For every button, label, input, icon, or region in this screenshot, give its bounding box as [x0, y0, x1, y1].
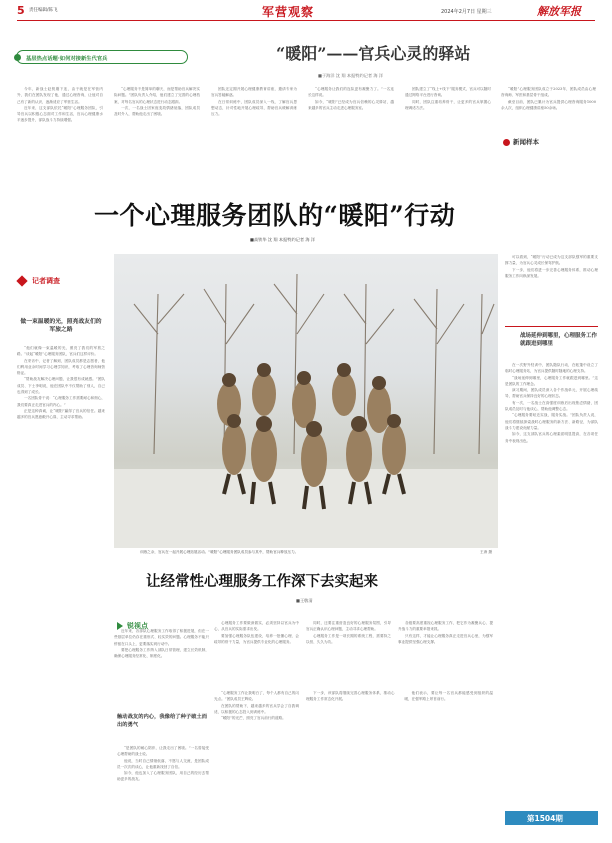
page-number: 5: [17, 4, 25, 17]
paragraph: 一名团队骨干说：“心理服务工作需要耐心和细心，我们要真正走进官兵的内心。”: [17, 396, 105, 407]
paragraph: 演习期间，团队成员深入各个作战单元，开展心理疏导，帮助官兵保持良好的心理状态。: [505, 388, 598, 399]
sidebar-rule: [505, 326, 598, 327]
paragraph: 同时，还要注重营造良好的心理服务氛围，引导官兵正确认识心理问题，主动寻求心理帮助。: [306, 621, 391, 632]
paragraph: 心理服务工作要做深做实，必须坚持以官兵为中心，从官兵的实际需求出发。: [214, 621, 299, 632]
paragraph: 下一步，该部队将继续完善心理服务体系，推动心理服务工作常态化开展。: [306, 691, 395, 702]
article1-title: “暖阳”——官兵心灵的驿站: [276, 44, 471, 63]
banner-dot: [14, 54, 21, 61]
date: 2024年2月7日 星期三: [441, 9, 492, 15]
article1-col-b: [114, 86, 200, 164]
paragraph: 要把心理服务工作纳入部队日常管理，建立长效机制，确保心理服务经常化、制度化。: [114, 647, 209, 659]
paragraph: “暖阳”心理服务团队成立于2023年，团队成员由心理咨询师、军医和基层骨干组成。: [501, 87, 596, 98]
paragraph: 在团队的帮助下，越来越多的官兵学会了自我调适，以积极的心态投入到训练中。: [214, 703, 299, 714]
paragraph: 要加强心理服务队伍建设，培养一批懂心理、会疏导的骨干力量，为官兵提供专业化的心理服务。: [214, 633, 299, 644]
sharp-view-title: 锐视点: [127, 622, 148, 630]
reporter-note-text: [17, 345, 105, 683]
bottom-col-c: [306, 620, 391, 680]
header-rule: [17, 20, 595, 21]
paragraph: 一次，一名战士因家庭变故情绪低落，团队成员及时介入，帮助他走出了困境。: [114, 105, 200, 117]
bottom-sub-text: [117, 745, 209, 833]
paragraph: “心理服务要贴近实战，服务实战。”团队负责人说，他们将继续探索战时心理服务的新方法、新路径，为部队战斗力建设贡献力量。: [505, 413, 598, 430]
paragraph: 近年来，这支部队依托“暖阳”心理服务团队，引导官兵以积极心态面对工作和生活，官兵心理健康水平逐步提升，部队战斗力持续增强。: [17, 105, 103, 123]
reporter-note-subtitle: 做一束温暖的光，照亮战友们的军旅之路: [20, 319, 102, 333]
masthead: 解放军报: [537, 5, 581, 18]
paragraph: “心理服务不是简单的聊天，而是帮助官兵解决实际问题。”团队负责人介绍，他们建立了完善的心理档案，对每名官兵的心理状态进行动态跟踪。: [114, 87, 200, 104]
main-photo: [114, 254, 498, 548]
paragraph: 在一次野外驻训中，团队随队行动，在帐篷中设立了临时心理服务站，为官兵提供随时随地的心理支持。: [505, 363, 598, 374]
bottom-col-d: [398, 620, 493, 680]
banner-text: 基层热点话题·如何对接新生代官兵: [26, 56, 108, 62]
article1-col-a: [17, 86, 103, 164]
paragraph: 心理服务工作是一项长期的系统工程，需要持之以恒、久久为功。: [306, 633, 391, 644]
paragraph: “帮助战友解决心理问题，让我很有成就感。”团队成员、下士李明说，他在团队中不仅帮助了别人，自己也得到了成长。: [17, 377, 105, 395]
reporter-note-title: 记者调查: [32, 277, 60, 285]
paragraph: 可以看到，“暖阳”行动已成为这支部队强军的重要支撑力量，为官兵心灵成长保驾护航。: [505, 255, 598, 266]
article1-col-d: [308, 86, 394, 164]
paragraph: 如今，这支部队官兵的心理素质明显提高，在各项任务中表现出色。: [505, 432, 598, 443]
paragraph: “战场延伸到哪里，心理服务工作就跟进到哪里。”这是团队的工作理念。: [505, 375, 598, 386]
article1-col-e: [405, 86, 491, 164]
article1-byline: ■于海洋 沈 翔 本报特约记者 海 洋: [318, 73, 384, 78]
bottom-col-a: [114, 628, 209, 673]
sidebar-text: [505, 362, 598, 714]
topic-banner: [16, 50, 188, 64]
paragraph: “他们就像一束温暖的光，照亮了我们的军旅之路。”谈起“暖阳”心理服务团队，官兵们这样评价。: [17, 346, 105, 357]
paragraph: 在采访中，记者了解到，团队成员都是志愿者，他们利用业余时间学习心理学知识，考取了心理咨询师资格证。: [17, 358, 105, 376]
article1-col-c: [211, 86, 297, 164]
main-headline: 一个心理服务团队的“暖阳”行动: [94, 201, 456, 230]
paragraph: 他说，当时自己情绪低落，不愿与人交流，是团队成员一次次的谈心，让他重新找回了自信。: [117, 758, 209, 769]
sidebar-intro: [505, 254, 598, 320]
paragraph: 各级要高度重视心理服务工作，把它作为凝聚兵心、提升战斗力的重要举措来抓。: [398, 621, 493, 632]
sidebar-title: 战场延伸到哪里，心理服务工作就跟进到哪里: [520, 333, 598, 347]
bottom-sub-title: 触动战友的内心，我像给了种子破土而出的勇气: [117, 714, 208, 728]
issue-badge: [505, 811, 598, 825]
bottom-col-b: [214, 620, 299, 680]
paragraph: 他们表示，要让每一名官兵都能感受到组织的温暖，在强军路上昂首前行。: [404, 691, 493, 702]
paragraph: 在日常训练中，团队成员深入一线，了解官兵思想动态，针对性地开展心理疏导，帮助官兵缓解训练压力。: [211, 99, 297, 117]
bottom-article-byline: ■王敬清: [296, 598, 313, 603]
bottom-col-f: [214, 690, 299, 833]
label-icon: [16, 275, 27, 286]
paragraph: 近年来，各部队心理服务工作取得了积极进展，但在一些基层单位仍存在重形式、轻实效的问题。心理服务不能只停留在口头上，更要落实到行动中。: [114, 629, 209, 646]
paragraph: “心理服务让我们的连队更有凝聚力了。”一名连长这样说。: [308, 87, 394, 98]
photo-scene: [114, 254, 498, 548]
paragraph: 截至目前，团队已累计为官兵提供心理咨询服务1000余人次，组织心理健康讲座50余场。: [501, 99, 596, 110]
photo-caption: 训练之余，官兵在一起开展心理拓展活动。“暖阳”心理服务团队成员参与其中，帮助官兵释放压力。: [140, 550, 299, 554]
paragraph: “心理服务工作让我明白了，每个人都有自己的闪光点。”团队成员王辉说。: [214, 691, 299, 702]
paragraph: 正是这种真诚，让“暖阳”赢得了官兵的信任。越来越多的官兵愿意敞开心扉，主动寻求帮助。: [17, 408, 105, 420]
page-header: [0, 0, 612, 22]
paragraph: 有一次，一名战士在高强度训练后出现焦虑情绪，团队成员及时与他谈心，帮助他调整心态。: [505, 400, 598, 412]
paragraph: 团队建立了“线上+线下”服务模式，官兵可以随时通过网络平台进行咨询。: [405, 87, 491, 98]
section-title: 军营观察: [262, 5, 315, 19]
editors: 责任编辑/陈飞: [29, 8, 58, 13]
news-box-title: 新闻样本: [513, 138, 539, 146]
issue-number: 第1504期: [527, 814, 563, 823]
paragraph: “暖阳”的光芒，照亮了官兵前行的道路。: [221, 716, 286, 721]
paragraph: 如今，他也加入了心理服务团队，用自己的经历去帮助更多的战友。: [117, 771, 209, 782]
paragraph: 团队还定期开展心理健康教育讲座，邀请专家为官兵答疑解惑。: [211, 87, 297, 98]
bullet-icon: [503, 139, 510, 146]
paragraph: 今年，新战士赵锐刚下连，由于就是在军营内外，我们在团队发现了他，通过心理咨询，让他对自己有了新的认识，逐渐适应了军营生活。: [17, 87, 103, 104]
paragraph: 只有这样，才能让心理服务真正走进官兵心里，为强军事业提供坚强心理支撑。: [398, 633, 493, 644]
bottom-article-title: 让经常性心理服务工作深下去实起来: [146, 573, 378, 590]
news-box-text: [501, 86, 596, 116]
paragraph: 同时，团队注重培养骨干，让更多的官兵掌握心理调适方法。: [405, 99, 491, 110]
paragraph: 下一步，他们将进一步完善心理服务体系，推动心理服务工作向纵深发展。: [505, 267, 598, 278]
bottom-col-g: [306, 690, 493, 833]
photo-credit: 王涛 摄: [480, 550, 492, 554]
paragraph: “是团队的耐心陪伴，让我走出了困境。”一名曾接受心理帮助的战士说。: [117, 746, 209, 757]
headline-byline: ■高铁华 沈 翔 本报特约记者 海 洋: [250, 237, 316, 242]
paragraph: 如今，“暖阳”已经成为官兵信赖的心灵驿站，越来越多的官兵主动走进心理服务室。: [308, 99, 394, 110]
